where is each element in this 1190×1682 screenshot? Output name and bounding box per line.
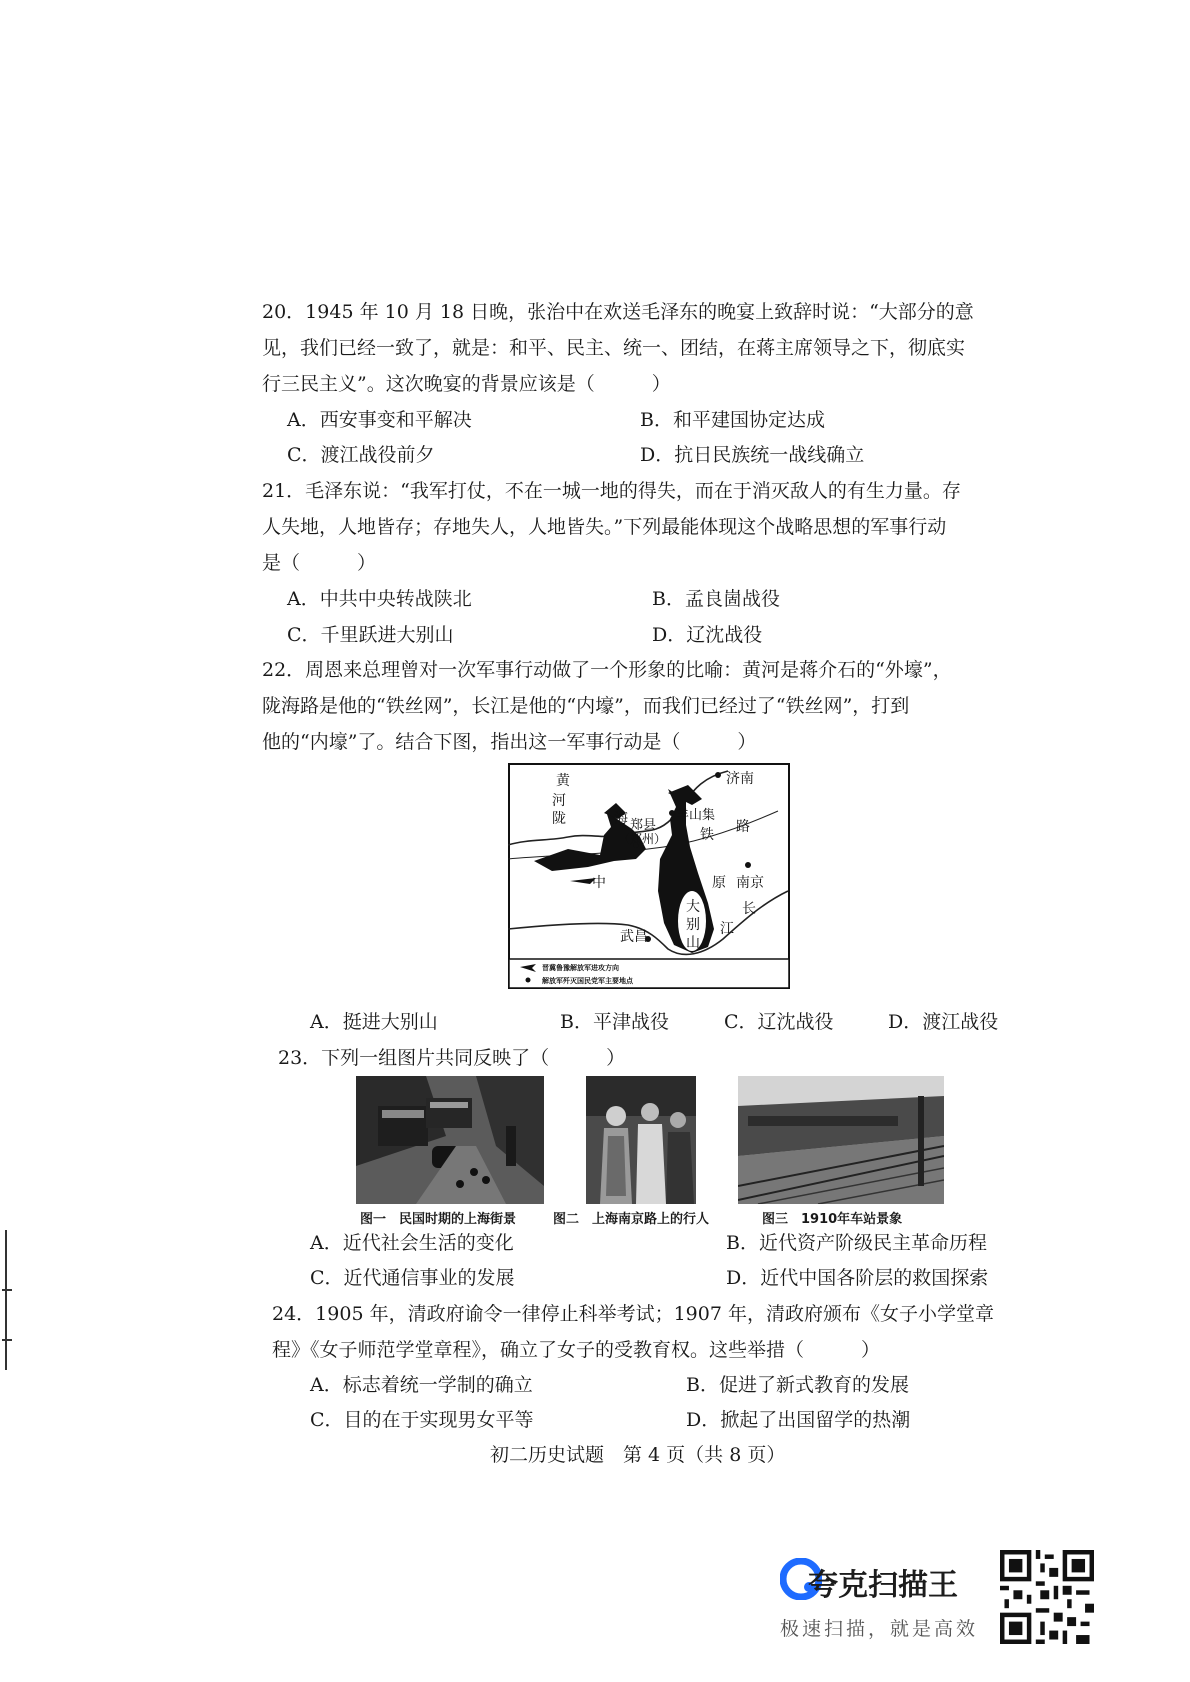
map-label: 山 <box>686 935 700 951</box>
question-22-line-3: 他的“内壕”了。结合下图，指出这一军事行动是（ ） <box>262 731 757 753</box>
question-24-option-c[interactable]: C．目的在于实现男女平等 <box>310 1409 534 1431</box>
question-21-line-1: 21．毛泽东说：“我军打仗，不在一城一地的得失，而在于消灭敌人的有生力量。存 <box>262 480 961 502</box>
question-20-line-2: 见，我们已经一致了，就是：和平、民主、统一、团结，在蒋主席领导之下，彻底实 <box>262 337 966 359</box>
question-20-option-b[interactable]: B．和平建国协定达成 <box>640 409 825 431</box>
question-22-option-c[interactable]: C．辽沈战役 <box>724 1011 834 1033</box>
question-24-option-b[interactable]: B．促进了新式教育的发展 <box>686 1374 909 1396</box>
battle-map <box>508 763 790 989</box>
caption-figure-1: 图一 民国时期的上海街景 <box>360 1212 517 1227</box>
watermark-brand: 夸克扫描王 <box>808 1568 958 1603</box>
map-label: 路 <box>736 819 750 835</box>
map-label: 别 <box>686 917 700 933</box>
question-23-option-a[interactable]: A．近代社会生活的变化 <box>310 1232 514 1254</box>
question-20-option-d[interactable]: D．抗日民族统一战线确立 <box>640 444 865 466</box>
photo-1910-station <box>738 1076 944 1204</box>
map-legend-battle: 解放军歼灭国民党军主要地点 <box>542 977 633 985</box>
map-label: 铁 <box>700 827 714 843</box>
map-label: 黄 <box>556 773 570 789</box>
map-label: 武昌 <box>620 929 648 945</box>
question-22-option-d[interactable]: D．渡江战役 <box>888 1011 999 1033</box>
question-20-option-a[interactable]: A．西安事变和平解决 <box>287 409 472 431</box>
map-label: 郑县 <box>630 818 657 833</box>
question-22-line-1: 22．周恩来总理曾对一次军事行动做了一个形象的比喻：黄河是蒋介石的“外壕”， <box>262 659 952 681</box>
question-24-line-2: 程》《女子师范学堂章程》，确立了女子的受教育权。这些举措（ ） <box>272 1339 881 1361</box>
map-label: 河 <box>552 793 566 809</box>
watermark-slogan: 极速扫描，就是高效 <box>780 1618 979 1640</box>
photo-nanjing-road-pedestrians <box>586 1076 696 1204</box>
question-21-line-3: 是（ ） <box>262 552 377 574</box>
caption-figure-3: 图三 1910年车站景象 <box>762 1212 903 1227</box>
question-20-line-3: 行三民主义”。这次晚宴的背景应该是（ ） <box>262 373 671 395</box>
question-23-line-1: 23．下列一组图片共同反映了（ ） <box>278 1047 626 1069</box>
photo-shanghai-street <box>356 1076 544 1204</box>
question-22-option-a[interactable]: A．挺进大别山 <box>310 1011 438 1033</box>
question-24-option-a[interactable]: A．标志着统一学制的确立 <box>310 1374 533 1396</box>
map-label: 大 <box>686 899 700 915</box>
question-21-option-d[interactable]: D．辽沈战役 <box>652 624 763 646</box>
question-23-option-b[interactable]: B．近代资产阶级民主革命历程 <box>726 1232 987 1254</box>
question-24-option-d[interactable]: D．掀起了出国留学的热潮 <box>686 1409 911 1431</box>
map-label: 济南 <box>726 771 754 787</box>
question-23-option-d[interactable]: D．近代中国各阶层的救国探索 <box>726 1267 989 1289</box>
question-21-option-c[interactable]: C．千里跃进大别山 <box>287 624 454 646</box>
map-label: 南京 <box>736 875 764 891</box>
question-20-option-c[interactable]: C．渡江战役前夕 <box>287 444 435 466</box>
map-label: 原 <box>712 875 726 891</box>
question-21-line-2: 人失地，人地皆存；存地失人，人地皆失。”下列最能体现这个战略思想的军事行动 <box>262 516 947 538</box>
map-label: 羊山集 <box>676 808 716 823</box>
question-20-line-1: 20．1945 年 10 月 18 日晚，张治中在欢送毛泽东的晚宴上致辞时说：“大部分的意 <box>262 301 974 323</box>
map-label: （郑州） <box>618 832 667 846</box>
map-label: 海 <box>614 811 628 827</box>
question-24-line-1: 24．1905 年，清政府谕令一律停止科举考试；1907 年，清政府颁布《女子小学堂章 <box>272 1303 994 1325</box>
question-23-option-c[interactable]: C．近代通信事业的发展 <box>310 1267 515 1289</box>
qr-code-icon[interactable] <box>1000 1550 1094 1644</box>
map-label: 长 <box>742 901 756 917</box>
map-legend-attack: 晋冀鲁豫解放军进攻方向 <box>542 964 619 972</box>
question-22-line-2: 陇海路是他的“铁丝网”，长江是他的“内壕”，而我们已经过了“铁丝网”，打到 <box>262 695 910 717</box>
map-label: 中 <box>592 875 606 891</box>
page-footer: 初二历史试题 第 4 页（共 8 页） <box>490 1444 786 1466</box>
map-label: 陇 <box>552 811 566 827</box>
binding-edge-marks <box>0 1230 14 1370</box>
question-21-option-a[interactable]: A．中共中央转战陕北 <box>287 588 472 610</box>
caption-figure-2: 图二 上海南京路上的行人 <box>553 1212 710 1227</box>
question-22-option-b[interactable]: B．平津战役 <box>560 1011 669 1033</box>
map-label: 江 <box>720 921 734 937</box>
question-21-option-b[interactable]: B．孟良崮战役 <box>652 588 780 610</box>
